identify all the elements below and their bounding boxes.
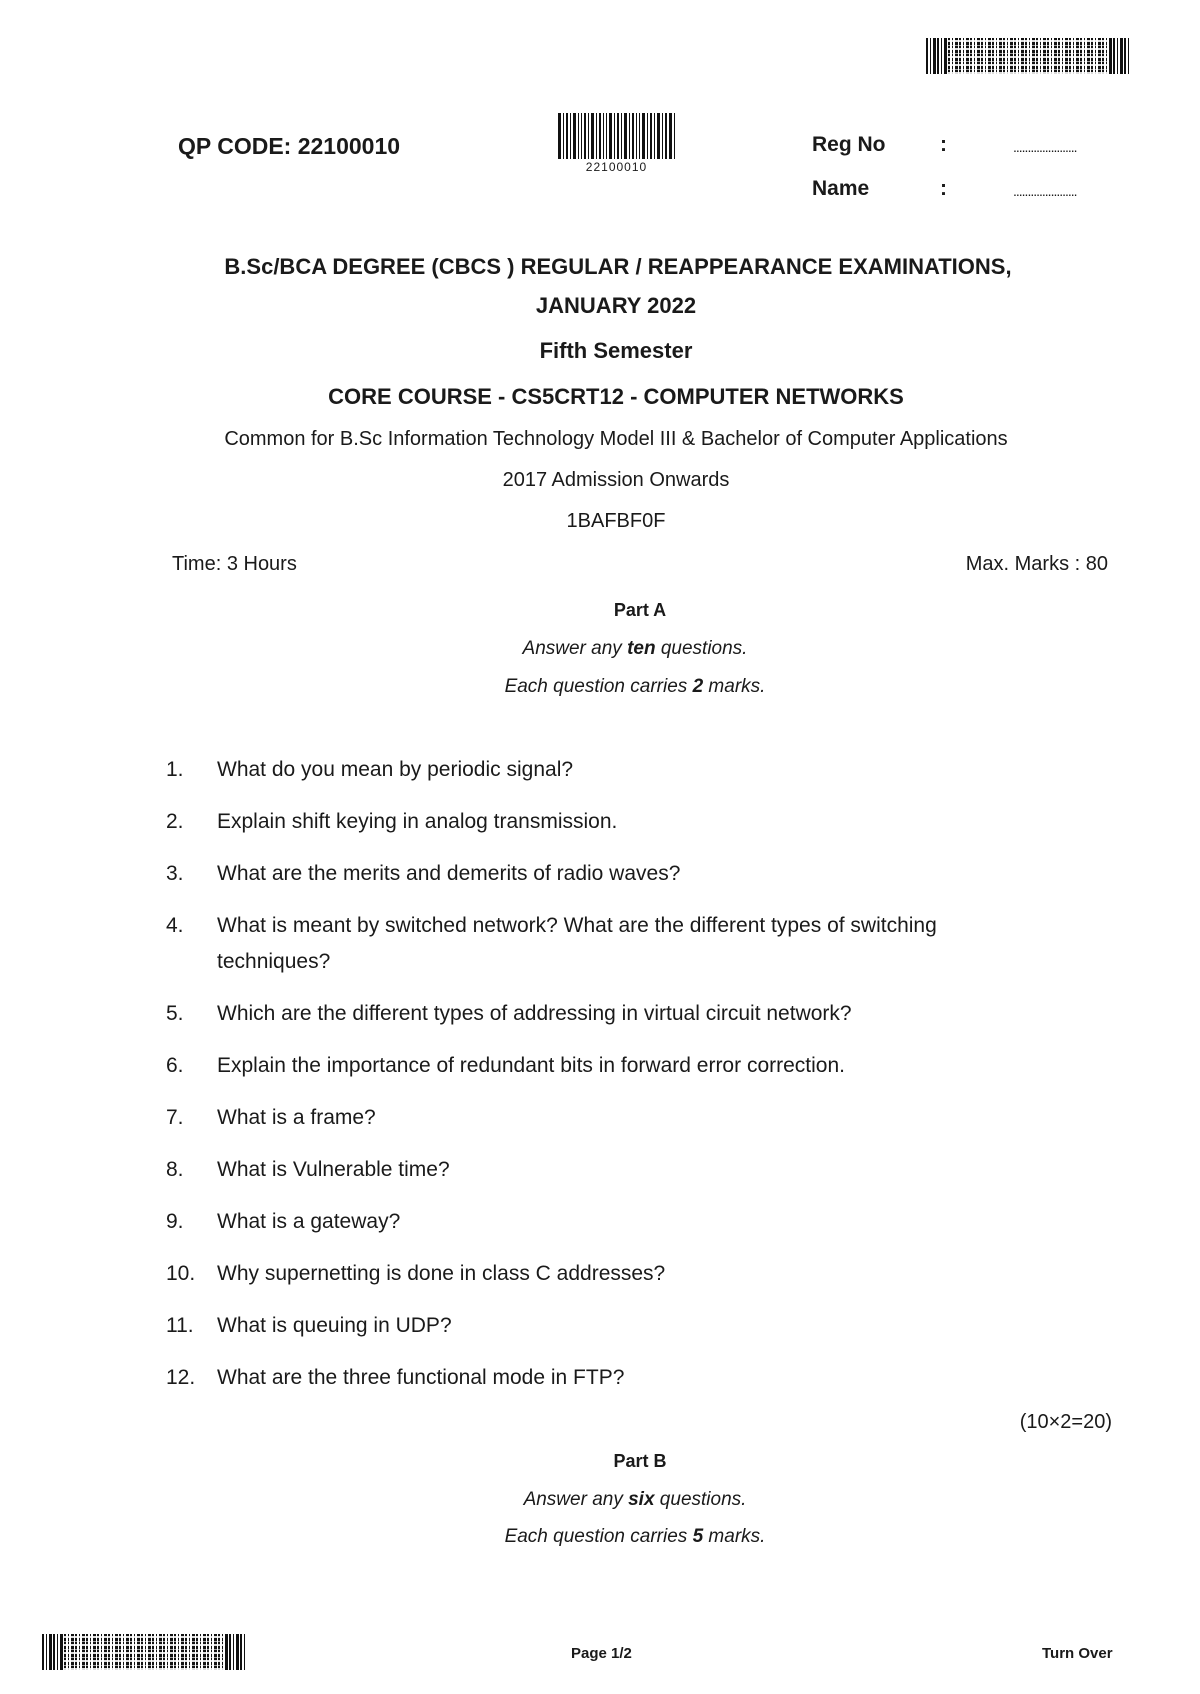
admission: 2017 Admission Onwards — [502, 469, 730, 491]
reg-no-label: Reg No — [812, 133, 886, 156]
part-a-instruction-1: Answer any ten questions. — [522, 638, 748, 659]
reg-no-colon: : — [940, 133, 947, 156]
exam-time: Time: 3 Hours — [172, 553, 297, 575]
qp-code: QP CODE: 22100010 — [178, 133, 401, 159]
part-a-instruction-2: Each question carries 2 marks. — [504, 676, 766, 697]
bottom-left-2d-barcode-icon — [42, 1634, 245, 1670]
part-b-title: Part B — [613, 1451, 667, 1471]
page-number: Page 1/2 — [571, 1645, 632, 1662]
exam-title-line1: B.Sc/BCA DEGREE (CBCS ) REGULAR / REAPPEARANCE EXAMINATIONS, — [224, 254, 1012, 279]
part-a-marks-total: (10×2=20) — [1019, 1411, 1112, 1433]
qp-barcode — [558, 113, 675, 159]
reg-no-field[interactable]: ...................... — [1013, 139, 1077, 155]
name-label: Name — [812, 177, 870, 200]
max-marks: Max. Marks : 80 — [965, 553, 1108, 575]
semester: Fifth Semester — [539, 338, 693, 363]
part-b-instruction-2: Each question carries 5 marks. — [504, 1526, 766, 1547]
name-colon: : — [940, 177, 947, 200]
turn-over: Turn Over — [1042, 1645, 1113, 1662]
part-a-title: Part A — [613, 600, 667, 620]
barcode-bars-icon — [558, 113, 675, 159]
paper-code: 1BAFBF0F — [566, 510, 666, 532]
barcode-number: 22100010 — [585, 160, 648, 174]
exam-title-line2: JANUARY 2022 — [535, 293, 697, 318]
course-title: CORE COURSE - CS5CRT12 - COMPUTER NETWORKS — [328, 384, 904, 409]
part-b-instruction-1: Answer any six questions. — [523, 1489, 747, 1510]
name-field[interactable]: ...................... — [1013, 183, 1077, 199]
top-right-2d-barcode-icon — [926, 38, 1131, 74]
common-for: Common for B.Sc Information Technology Model III & Bachelor of Computer Applications — [224, 428, 1008, 450]
